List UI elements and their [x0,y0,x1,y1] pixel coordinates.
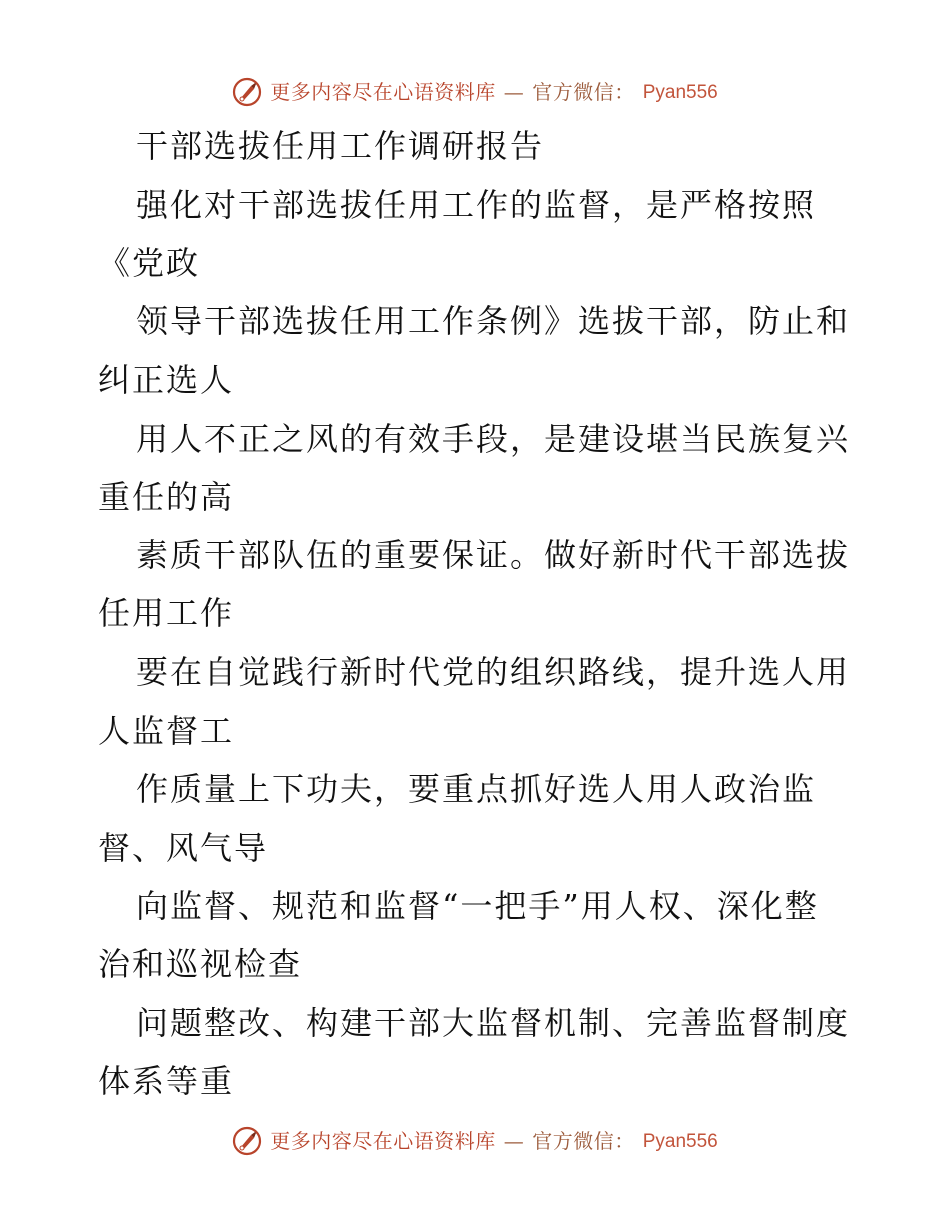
banner-wechat-handle: Pyan556 [642,81,718,103]
footer-watermark-banner [0,1121,950,1161]
text-line: 领导干部选拔任用工作条例》选拔干部，防止和 [136,302,851,340]
text-line: 纠正选人 [98,361,235,399]
banner-main-text: 更多内容尽在心语资料库 [270,80,496,104]
text-line: 任用工作 [98,594,235,632]
document-title: 干部选拔任用工作调研报告 [136,127,545,165]
banner-dash: — [503,80,525,104]
pen-nib-logo-icon [232,1126,262,1156]
header-watermark-banner [0,72,950,112]
banner-sub-text: 官方微信： [532,80,635,104]
text-line: 人监督工 [98,712,235,750]
text-line: 向监督、规范和监督“一把手”用人权、深化整 [136,887,819,925]
text-line: 治和巡视检查 [98,945,303,983]
text-line: 问题整改、构建干部大监督机制、完善监督制度 [136,1004,851,1042]
text-line: 体系等重 [98,1062,235,1100]
text-line: 用人不正之风的有效手段，是建设堪当民族复兴 [136,420,851,458]
text-line: 重任的高 [98,478,235,516]
text-line: 督、风气导 [98,829,269,867]
banner-main-text: 更多内容尽在心语资料库 [270,1129,496,1153]
text-line: 作质量上下功夫，要重点抓好选人用人政治监 [136,770,817,808]
text-line: 《党政 [98,244,201,282]
text-line: 要在自觉践行新时代党的组织路线，提升选人用 [136,653,851,691]
text-line: 素质干部队伍的重要保证。做好新时代干部选拔 [136,536,851,574]
text-line: 强化对干部选拔任用工作的监督，是严格按照 [136,186,817,224]
banner-wechat-handle: Pyan556 [642,1130,718,1152]
banner-dash: — [503,1129,525,1153]
banner-sub-text: 官方微信： [532,1129,635,1153]
pen-nib-logo-icon [232,77,262,107]
